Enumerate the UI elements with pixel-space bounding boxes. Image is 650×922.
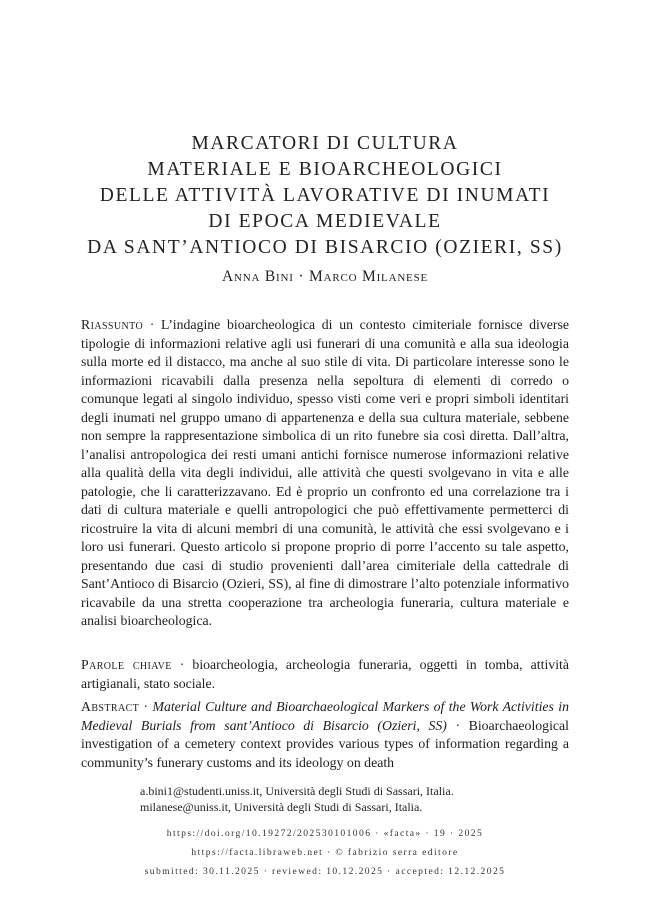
abstract-label: Abstract	[81, 699, 140, 714]
riassunto-label: Riassunto	[81, 317, 144, 332]
separator: ·	[446, 717, 469, 733]
affiliation-line: a.bini1@studenti.uniss.it, Università degli Studi di Sassari, Italia.	[140, 784, 454, 798]
title-line: MARCATORI DI CULTURA	[191, 133, 459, 154]
abstract-english-title: Material Culture and Bioarchaeological Markers of the Work Activities in Medieval Burials from sant’Antioco di Bisarcio (Ozieri, SS)	[81, 699, 569, 733]
abstract-text: Bioarchaeological investigation of a cemetery context provides various types of information regarding a community’s funerary customs and its ideology on death	[81, 717, 569, 770]
riassunto-paragraph	[81, 316, 569, 631]
keywords-paragraph	[81, 656, 569, 693]
title-line: DA SANT’ANTIOCO DI BISARCIO (OZIERI, SS)	[87, 237, 563, 258]
title-line: DELLE ATTIVITÀ LAVORATIVE DI INUMATI	[99, 185, 551, 206]
publisher-line: https://facta.libraweb.net · © fabrizio serra editore	[191, 847, 459, 858]
title-line: MATERIALE E BIOARCHEOLOGICI	[147, 159, 503, 180]
abstract-paragraph	[81, 698, 569, 772]
title-line: DI EPOCA MEDIEVALE	[208, 211, 442, 232]
affiliation-line: milanese@uniss.it, Università degli Studi di Sassari, Italia.	[140, 800, 423, 814]
author-affiliations	[140, 783, 560, 815]
author-line: Anna Bini · Marco Milanese	[221, 268, 429, 285]
keywords-text: bioarcheologia, archeologia funeraria, oggetti in tomba, attività artigianali, stato sociale.	[81, 657, 569, 691]
keywords-label: Parole chiave	[81, 657, 172, 672]
separator: ·	[139, 699, 153, 714]
separator: ·	[143, 317, 162, 332]
riassunto-text: L’indagine bioarcheologica di un contesto cimiteriale fornisce diverse tipologie di informazioni relative agli usi funerari di una comunità e alla sua ideologia sulla morte ed il distacco, ma anche al suo stile di vita. Di particolare interesse sono le informazioni ricavabili dalla presenza nella sepoltura di elementi di corredo o comunque legati al singolo individuo, spesso visti come veri e propri simboli identitari degli inumati nel gruppo umano di appartenenza e della sua cultura materiale, sebbene non sempre la rappresentazione simbolica di un rito funebre sia così diretta. Dall’altra, l’analisi antropologica dei resti umani antichi fornisce numerose informazioni relative alla qualità della vita degli individui, alle attività che questi svolgevano in vita e alle patologie, che li caratterizzavano. Ed è proprio un confronto ed una correlazione tra i dati di cultura materiale e quelli antropologici che può effettivamente permetterci di ricostruire la vita di alcuni membri di una comunità, le attività che essi svolgevano e i loro usi funerari. Questo articolo si propone proprio di porre l’accento su tale aspetto, presentando due casi di studio provenienti dall’area cimiteriale della cattedrale di Sant’Antioco di Bisarcio (Ozieri, SS), al fine di dimostrare l’alto potenziale informativo ricavabile da una stretta cooperazione tra archeologia funeraria, cultura materiale e analisi bioarcheologica.	[81, 317, 569, 628]
separator: ·	[171, 657, 193, 672]
dates-line: submitted: 30.11.2025 · reviewed: 10.12.2025 · accepted: 12.12.2025	[144, 866, 506, 877]
doi-line: https://doi.org/10.19272/202530101006 · «facta» · 19 · 2025	[166, 828, 484, 839]
article-title	[40, 131, 610, 261]
